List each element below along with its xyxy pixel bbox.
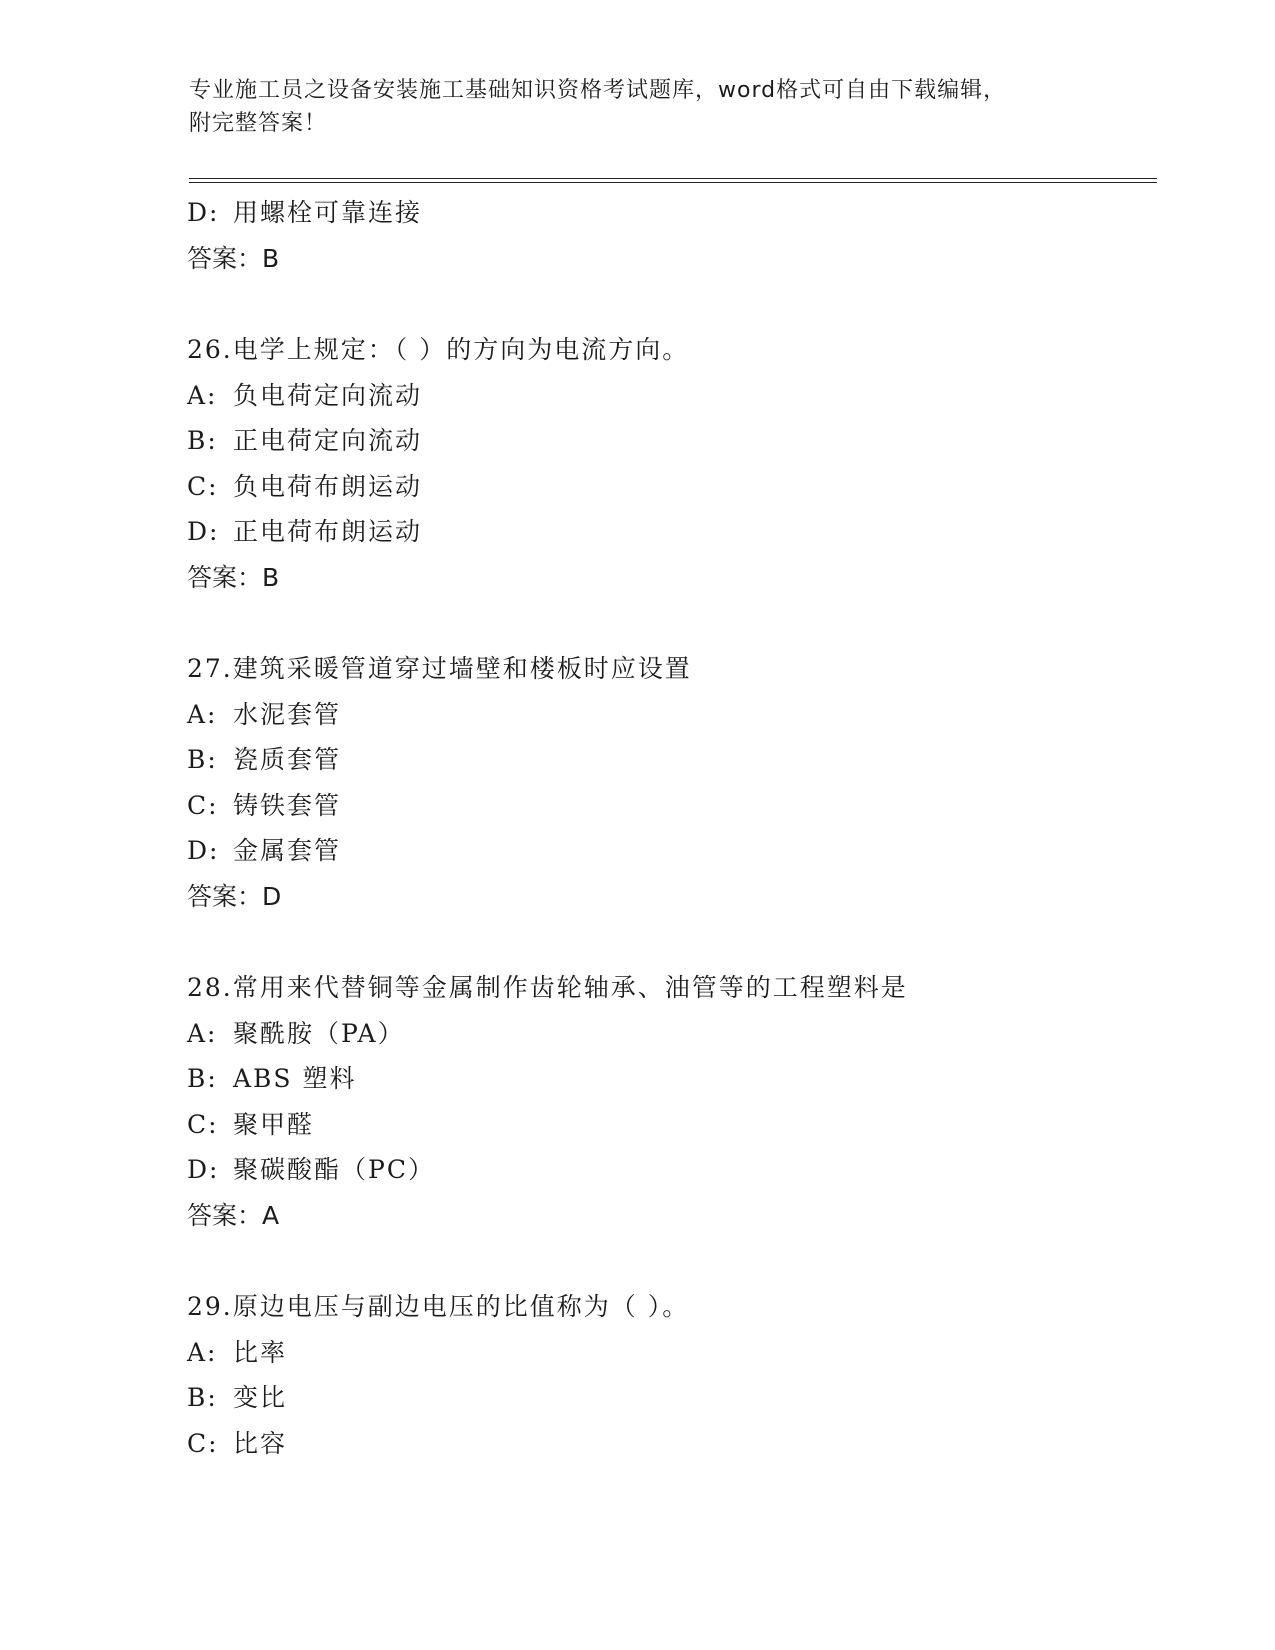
option-c <box>187 1421 1147 1467</box>
question-stem: 27.建筑采暖管道穿过墙壁和楼板时应设置 <box>187 654 692 683</box>
option-text: 水泥套管 <box>233 699 342 729</box>
option-a <box>187 1330 1147 1376</box>
option-letter: B: <box>187 1064 218 1093</box>
option-letter: B: <box>187 745 218 774</box>
answer-line: 答案：B <box>187 243 280 273</box>
option-d <box>187 190 1147 236</box>
option-c <box>187 1102 1147 1148</box>
document-header <box>189 74 1069 140</box>
option-b <box>187 418 1147 464</box>
option-text: 变比 <box>233 1383 288 1412</box>
question-spacer <box>187 600 1147 646</box>
option-text: 负电荷布朗运动 <box>233 471 423 501</box>
question-spacer <box>187 919 1147 965</box>
header-divider-bottom <box>189 182 1157 183</box>
option-letter: C: <box>187 471 219 501</box>
header-divider-top <box>189 178 1157 179</box>
option-text: 负电荷定向流动 <box>233 380 423 410</box>
option-letter: C: <box>187 1109 219 1139</box>
answer-line: 答案：D <box>187 881 282 911</box>
option-text: 金属套管 <box>233 836 342 865</box>
question-list <box>187 190 1147 1466</box>
option-text: 比率 <box>233 1337 288 1367</box>
question-stem: 28.常用来代替铜等金属制作齿轮轴承、油管等的工程塑料是 <box>187 973 908 1002</box>
question-stem: 29.原边电压与副边电压的比值称为（ ）。 <box>187 1292 690 1321</box>
option-letter: C: <box>187 790 219 820</box>
question-stem: 26.电学上规定：（ ）的方向为电流方向。 <box>187 335 690 364</box>
option-d <box>187 828 1147 874</box>
option-letter: A: <box>187 1337 218 1367</box>
option-d <box>187 509 1147 555</box>
option-letter: B: <box>187 426 218 455</box>
option-text: 铸铁套管 <box>233 790 342 820</box>
option-b <box>187 737 1147 783</box>
option-c <box>187 464 1147 510</box>
option-text: 正电荷定向流动 <box>233 426 423 455</box>
option-b <box>187 1056 1147 1102</box>
option-letter: D: <box>187 836 220 865</box>
question-spacer <box>187 281 1147 327</box>
header-title-line-1: 专业施工员之设备安装施工基础知识资格考试题库，word格式可自由下载编辑， <box>189 78 1007 103</box>
option-text: 聚甲醛 <box>233 1109 315 1139</box>
option-d <box>187 1147 1147 1193</box>
option-letter: C: <box>187 1428 219 1458</box>
option-letter: D: <box>187 198 220 227</box>
option-text: ABS 塑料 <box>233 1064 357 1093</box>
option-text: 瓷质套管 <box>233 745 342 774</box>
header-title-line-2: 附完整答案！ <box>189 111 328 136</box>
option-letter: A: <box>187 1018 218 1048</box>
option-letter: B: <box>187 1383 218 1412</box>
option-letter: A: <box>187 380 218 410</box>
option-text: 聚酰胺（PA） <box>233 1018 405 1048</box>
option-c <box>187 783 1147 829</box>
option-letter: D: <box>187 517 220 546</box>
option-b <box>187 1375 1147 1421</box>
answer-line: 答案：B <box>187 562 280 592</box>
option-text: 正电荷布朗运动 <box>233 517 423 546</box>
option-text: 用螺栓可靠连接 <box>233 198 423 227</box>
option-a <box>187 692 1147 738</box>
option-letter: A: <box>187 699 218 729</box>
answer-line: 答案：A <box>187 1200 280 1230</box>
option-text: 聚碳酸酯（PC） <box>233 1155 435 1184</box>
option-letter: D: <box>187 1155 220 1184</box>
question-spacer <box>187 1238 1147 1284</box>
option-text: 比容 <box>233 1428 288 1458</box>
option-a <box>187 373 1147 419</box>
option-a <box>187 1011 1147 1057</box>
